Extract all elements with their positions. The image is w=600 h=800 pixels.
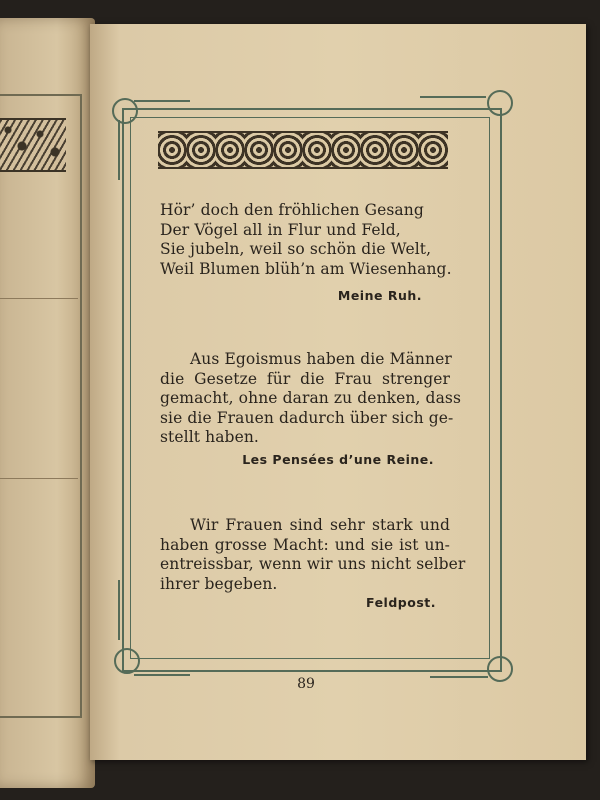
left-page-frame <box>0 94 82 718</box>
left-page <box>0 18 95 788</box>
frame-flourish <box>118 580 120 640</box>
frame-flourish <box>134 674 190 676</box>
paragraph-line: gemacht, ohne daran zu denken, dass <box>160 389 462 408</box>
poem-stanza <box>160 201 460 279</box>
left-page-rule <box>0 478 78 479</box>
corner-flourish <box>487 656 513 682</box>
paragraph-line: ihrer begeben. <box>160 574 278 593</box>
page-number: 89 <box>297 676 315 692</box>
frame-flourish <box>500 580 502 650</box>
paragraph-egoismus <box>160 350 462 448</box>
paragraph-wir-frauen <box>160 516 466 594</box>
paragraph-line: Aus Egoismus haben die Männer <box>190 350 452 368</box>
poem-line: Hör’ doch den fröhlichen Gesang <box>160 201 424 219</box>
poem-line: Sie jubeln, weil so schön die Welt, <box>160 240 432 259</box>
left-page-rule <box>0 298 78 299</box>
poem-line: Weil Blumen blüh’n am Wiesenhang. <box>160 259 452 278</box>
corner-flourish <box>114 648 140 674</box>
frame-flourish <box>500 112 502 192</box>
attribution-feldpost: Feldpost. <box>366 595 436 610</box>
paragraph-line: Wir Frauen sind sehr stark und <box>190 516 450 534</box>
frame-flourish <box>420 96 486 98</box>
attribution-les-pensees: Les Pensées d’une Reine. <box>242 452 434 467</box>
frame-flourish <box>118 120 120 180</box>
frame-flourish <box>430 676 488 678</box>
ornamental-banner <box>158 131 448 169</box>
frame-flourish <box>134 100 190 102</box>
poem-line: Der Vögel all in Flur und Feld, <box>160 220 401 239</box>
left-page-ornament <box>0 118 66 172</box>
paragraph-line: entreissbar, wenn wir uns nicht selber <box>160 555 466 574</box>
paragraph-line: stellt haben. <box>160 428 259 447</box>
attribution-meine-ruh: Meine Ruh. <box>337 288 422 303</box>
paragraph-line: sie die Frauen dadurch über sich ge- <box>160 408 454 427</box>
paragraph-line: die Gesetze für die Frau strenger <box>160 369 450 388</box>
paragraph-line: haben grosse Macht: und sie ist un- <box>160 535 450 554</box>
